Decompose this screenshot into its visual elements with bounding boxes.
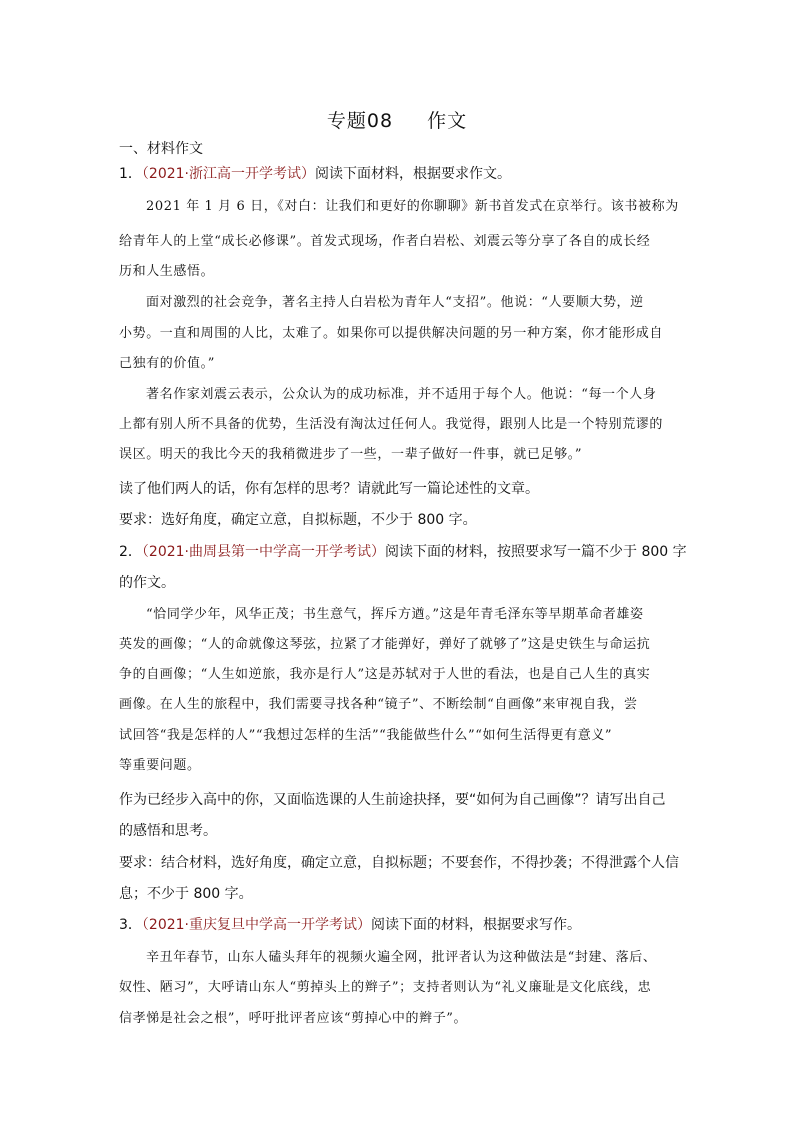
title-topic: 专题08 xyxy=(326,110,394,132)
material-line: 给青年人的上堂“成长必修课”。首发式现场，作者白岩松、刘震云等分享了各自的成长经 xyxy=(119,234,651,249)
question-number: 3． xyxy=(119,917,142,933)
question-1-header xyxy=(119,164,511,184)
material-line: 小势。一直和周围的人比，太难了。如果你可以提供解决问题的另一种方案，你才能形成自 xyxy=(119,326,664,341)
question-task: 读了他们两人的话，你有怎样的思考？请就此写一篇论述性的文章。 xyxy=(119,481,539,497)
material-line: 争的自画像；“人生如逆旅，我亦是行人”这是苏轼对于人世的看法，也是自己人生的真实 xyxy=(119,667,651,682)
material-line: “恰同学少年，风华正茂；书生意气，挥斥方遒。”这是年青毛泽东等早期革命者雄姿 xyxy=(146,607,644,622)
page-title xyxy=(0,106,794,133)
material-line: 等重要问题。 xyxy=(119,758,201,773)
material-line: 2021 年 1 月 6 日，《对白：让我们和更好的你聊聊》新书首发式在京举行。该书被称为 xyxy=(146,199,679,214)
material-line: 画像。在人生的旅程中，我们需要寻找各种“镜子”、不断绘制“自画像”来审视自我，尝 xyxy=(119,697,638,712)
material-line: 著名作家刘震云表示，公众认为的成功标准，并不适用于每个人。他说：“每一个人身 xyxy=(146,387,657,402)
material-line: 试回答“我是怎样的人”“我想过怎样的生活”“我能做些什么”“如何生活得更有意义” xyxy=(119,728,613,743)
title-subject: 作文 xyxy=(427,110,468,132)
material-line: 英发的画像；“人的命就像这琴弦，拉紧了才能弹好，弹好了就够了”这是史铁生与命运抗 xyxy=(119,637,651,652)
question-2-header xyxy=(119,542,687,562)
material-line: 信孝悌是社会之根”，呼吁批评者应该“剪掉心中的辫子”。 xyxy=(119,1011,468,1026)
question-3-header xyxy=(119,915,581,935)
question-source: （2021·曲周县第一中学高一开学考试） xyxy=(141,544,386,560)
question-number: 1． xyxy=(119,166,142,182)
material-line: 上都有别人所不具备的优势，生活没有淘汰过任何人。我觉得，跟别人比是一个特别荒谬的 xyxy=(119,417,664,432)
material-line: 辛丑年春节，山东人磕头拜年的视频火遍全网，批评者认为这种做法是“封建、落后、 xyxy=(146,950,657,965)
question-source: （2021·浙江高一开学考试） xyxy=(141,166,316,182)
question-requirement: 要求：选好角度，确定立意，自拟标题，不少于 800 字。 xyxy=(119,512,477,528)
question-task: 作为已经步入高中的你，又面临选课的人生前途抉择，要“如何为自己画像”？请写出自己 xyxy=(119,792,666,808)
material-line: 奴性、陋习”，大呼请山东人“剪掉头上的辫子”；支持者则认为“礼义廉耻是文化底线，忠 xyxy=(119,980,652,995)
material-line: 历和人生感悟。 xyxy=(119,264,215,279)
material-line: 面对激烈的社会竞争，著名主持人白岩松为青年人“支招”。他说：“人要顺大势，逆 xyxy=(146,295,644,310)
question-prompt: 阅读下面的材料，按照要求写一篇不少于 800 字 xyxy=(385,544,687,560)
question-source: （2021·重庆复旦中学高一开学考试） xyxy=(141,917,372,933)
section-heading: 一、材料作文 xyxy=(119,141,203,157)
question-prompt-cont: 的作文。 xyxy=(119,575,175,591)
question-prompt: 阅读下面材料，根据要求作文。 xyxy=(315,166,512,182)
material-line: 己独有的价值。” xyxy=(119,356,215,371)
question-requirement: 息；不少于 800 字。 xyxy=(119,886,253,902)
question-task: 的感悟和思考。 xyxy=(119,823,217,839)
question-number: 2． xyxy=(119,544,142,560)
question-requirement: 要求：结合材料，选好角度，确定立意，自拟标题；不要套作，不得抄袭；不得泄露个人信 xyxy=(119,855,679,871)
material-line: 误区。明天的我比今天的我稍微进步了一些，一辈子做好一件事，就已足够。” xyxy=(119,447,583,462)
question-prompt: 阅读下面的材料，根据要求写作。 xyxy=(371,917,582,933)
